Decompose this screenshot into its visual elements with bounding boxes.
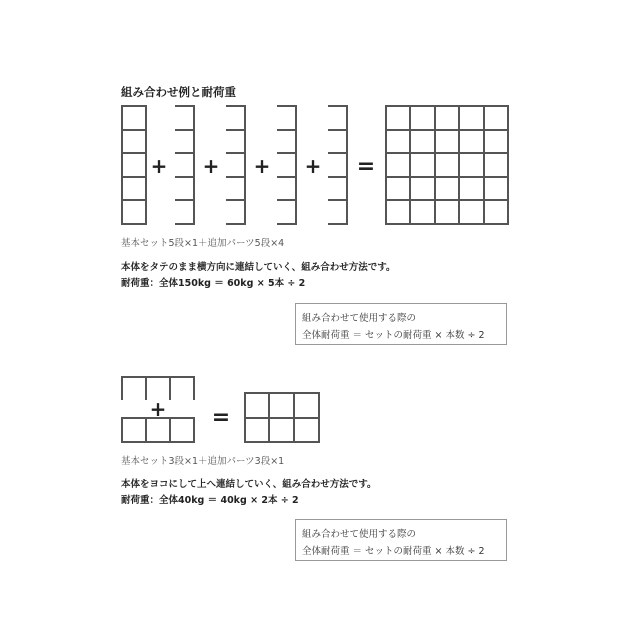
example1-description: 本体をタテのまま横方向に連結していく、組み合わせ方法です。 xyxy=(121,262,396,273)
note-line-1: 組み合わせて使用する際の xyxy=(302,529,417,540)
base-set-5-tier-diagram xyxy=(122,106,146,224)
equals-operator: = xyxy=(211,405,231,430)
result-grid-3x2-diagram xyxy=(245,393,319,442)
plus-operator: + xyxy=(253,154,271,178)
add-on-part-diagram-3 xyxy=(277,106,296,224)
plus-operator: + xyxy=(150,154,168,178)
example2-description: 本体をヨコにして上へ連結していく、組み合わせ方法です。 xyxy=(121,479,377,490)
equals-operator: = xyxy=(356,154,376,179)
example1-load-capacity: 耐荷重：全体150kg ＝ 60kg × 5本 ÷ 2 xyxy=(121,278,306,289)
add-on-part-diagram-2 xyxy=(226,106,245,224)
example2-note-box xyxy=(295,519,507,561)
plus-operator: + xyxy=(202,154,220,178)
example1-caption: 基本セット5段×1＋追加パーツ5段×4 xyxy=(121,238,285,249)
example2-caption: 基本セット3段×1＋追加パーツ3段×1 xyxy=(121,456,285,467)
section-title: 組み合わせ例と耐荷重 xyxy=(121,85,236,99)
base-set-3-tier-horizontal-diagram xyxy=(122,418,194,442)
note-line-2: 全体耐荷重 ＝ セットの耐荷重 × 本数 ÷ 2 xyxy=(302,330,485,341)
add-on-part-diagram-4 xyxy=(328,106,347,224)
plus-operator: + xyxy=(149,397,167,421)
note-line-2: 全体耐荷重 ＝ セットの耐荷重 × 本数 ÷ 2 xyxy=(302,546,485,557)
result-grid-5x5-diagram xyxy=(386,106,508,224)
example1-note-box xyxy=(295,303,507,345)
note-line-1: 組み合わせて使用する際の xyxy=(302,313,417,324)
example2-load-capacity: 耐荷重：全体40kg ＝ 40kg × 2本 ÷ 2 xyxy=(121,495,299,506)
plus-operator: + xyxy=(304,154,322,178)
add-on-part-diagram-1 xyxy=(175,106,194,224)
